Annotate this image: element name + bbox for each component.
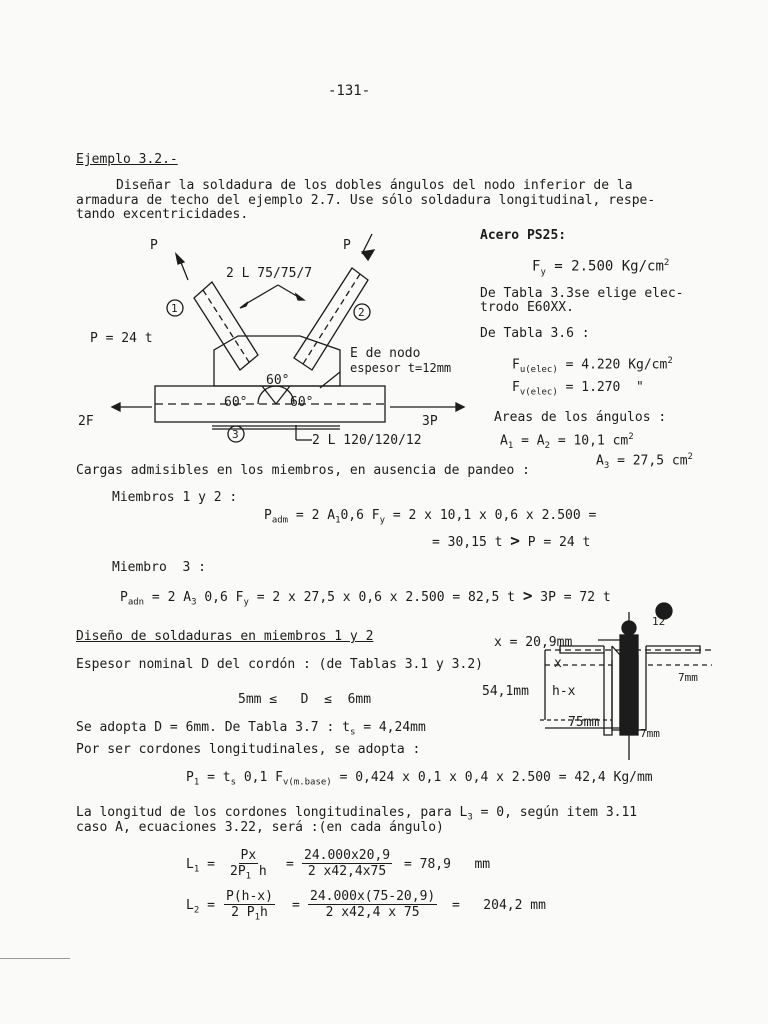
intro-line-3: tando excentricidades. — [76, 207, 249, 222]
l1-equals: = — [286, 857, 294, 872]
section-x: x — [554, 656, 562, 671]
longitud-line-2: caso A, ecuaciones 3.22, será :(en cada ángulo) — [76, 820, 444, 835]
tabla36-line: De Tabla 3.6 : — [480, 326, 590, 341]
l1-result: = 78,9 mm — [404, 857, 491, 872]
a3-line: $A_3 = 27,5$ $cm^2$ — [596, 452, 693, 471]
cargas-line: Cargas admisibles en los miembros, en ausencia de pandeo : — [76, 463, 530, 478]
p1-equation: $P_1 = t_s$ 0,1 $F_{v(m.base)} = 0,424$ x 0,1 x 0,4 x 2.500 = 42,4 Kg/mm — [186, 770, 653, 788]
intro-line-1: Diseñar la soldadura de los dobles ángulos del nodo inferior de la — [116, 178, 633, 193]
padm-equation: $P_{adm} = 2$ $A_10,6$ $F_y = 2$ x 10,1 x 0,6 x 2.500 = — [264, 508, 597, 526]
fv-line: $F_{v(elec)} = 1.270$ " — [512, 380, 644, 398]
plate-label-2: espesor t=12mm — [350, 361, 452, 375]
l2-fraction-symbolic: $\frac{P(h-x)}{2 P_1h}$ — [226, 889, 273, 923]
fu-line: $F_{u(elec)} = 4.220$ $Kg/cm^2$ — [512, 356, 673, 375]
diseno-title: Diseño de soldaduras en miembros 1 y 2 — [76, 629, 374, 644]
areas-title: Areas de los ángulos : — [494, 410, 667, 425]
circle-1-label: 1 — [171, 302, 178, 315]
intro-line-2: armadura de techo del ejemplo 2.7. Use sólo soldadura longitudinal, respe- — [76, 193, 656, 208]
force-left: 2F — [78, 414, 94, 429]
section-7mm-1: 7mm — [678, 671, 698, 684]
section-thk-top: 12 — [652, 615, 666, 628]
l1-fraction-symbolic: $\frac{Px}{2P_1 h}$ — [230, 848, 267, 882]
figure-p-left: P — [150, 238, 158, 253]
longitud-line-1: La longitud de los cordones longitudinales, para $L_3 = 0$, según item 3.11 — [76, 805, 638, 823]
miembros-12-label: Miembros 1 y 2 : — [112, 490, 238, 505]
circle-2-label: 2 — [358, 306, 365, 319]
figure-members-label: 2 L 75/75/7 — [226, 266, 313, 281]
angle-right: 60° — [290, 395, 314, 410]
section-x-label: x = 20,9mm — [494, 635, 573, 650]
circle-3-label: 3 — [232, 428, 239, 441]
adopta-line: Se adopta D = 6mm. De Tabla 3.7 : $t_s = 4,24mm$ — [76, 720, 426, 738]
figure-p-right: P — [343, 238, 351, 253]
fy-line: $F_y = 2.500$ $Kg/cm^2$ — [532, 258, 670, 278]
range-line: 5mm ≤ D ≤ 6mm — [238, 692, 372, 707]
l1-fraction-numeric: $\frac{24.000x20,9}{2 x42,4x75}$ — [304, 848, 391, 879]
a1a2-line: $A_1 = A_2 = 10,1$ $cm^2$ — [500, 432, 634, 451]
plate-label-1: E de nodo — [350, 346, 421, 361]
force-right: 3P — [422, 414, 438, 429]
section-hx: h-x — [552, 684, 576, 699]
padm-result: = 30,15 t > P = 24 t — [432, 531, 591, 550]
bottom-member-label: 2 L 120/120/12 — [312, 433, 422, 448]
steel-label: Acero PS25: — [480, 228, 567, 243]
angle-top: 60° — [266, 373, 290, 388]
l2-fraction-numeric: $\frac{24.000x(75-20,9)}{2 x42,4 x 75}$ — [310, 889, 436, 920]
l2-result: = 204,2 mm — [452, 898, 546, 913]
miembro-3-label: Miembro 3 : — [112, 560, 206, 575]
section-75mm: 75mm — [568, 715, 600, 730]
page-edge-line — [0, 958, 70, 959]
section-h-dim: 54,1mm — [482, 684, 529, 699]
tabla33-line-2: trodo E60XX. — [480, 300, 574, 315]
section-7mm-2: 7mm — [640, 727, 660, 740]
l2-equals: = — [292, 898, 300, 913]
l1-symbol: $L_1$ = — [186, 857, 215, 875]
longitudinal-line: Por ser cordones longitudinales, se adopta : — [76, 742, 421, 757]
example-heading: Ejemplo 3.2.- — [76, 152, 178, 167]
angle-left: 60° — [224, 395, 248, 410]
tabla33-line-1: De Tabla 3.3se elige elec- — [480, 286, 684, 301]
page-number: -131- — [328, 83, 371, 99]
espesor-line: Espesor nominal D del cordón : (de Tablas 3.1 y 3.2) — [76, 657, 483, 672]
l2-symbol: $L_2$ = — [186, 898, 215, 916]
figure-p-value: P = 24 t — [90, 331, 153, 346]
padn-equation: $P_{adn} = 2$ $A_3$ 0,6 $F_y = 2$ x 27,5 x 0,6 x 2.500 = 82,5 t > 3P = 72 t — [120, 586, 611, 608]
